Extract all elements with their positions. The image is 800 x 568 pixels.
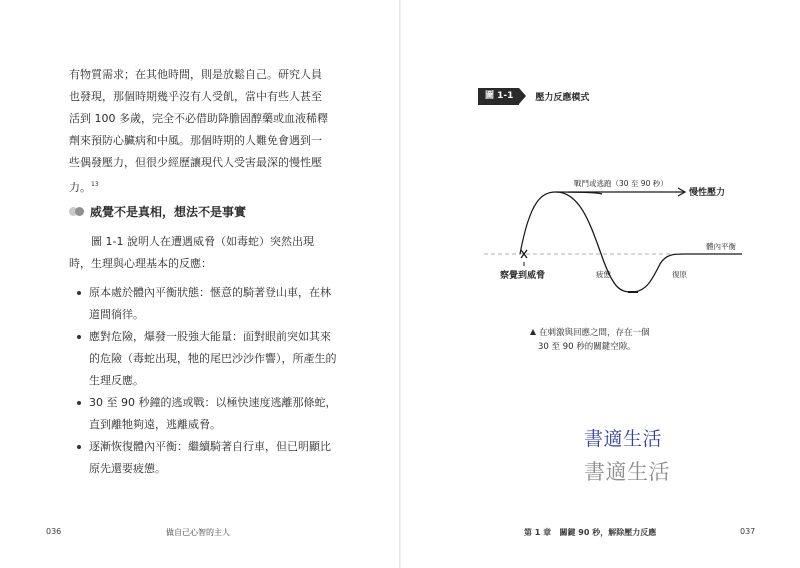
section-heading	[69, 203, 246, 220]
left-page	[0, 0, 399, 568]
page-number: 037	[740, 527, 756, 536]
recovery-label: 復原	[672, 270, 687, 279]
fatigue-label: 疲憊	[596, 270, 611, 279]
bullet-dots-icon	[69, 207, 84, 216]
fight-flight-label: 戰鬥或逃跑（30 至 90 秒）	[574, 179, 668, 188]
chronic-stress-label: 慢性壓力	[689, 188, 726, 198]
chapter-label: 第 1 章	[524, 528, 552, 537]
figure-caption	[530, 326, 680, 354]
running-title: 做自己心智的主人	[166, 528, 230, 537]
triangle-icon	[530, 329, 536, 335]
paragraph-text: 有物質需求；在其他時間，則是放鬆自己。研究人員也發現，那個時期幾乎沒有人受飢，當中有些人甚至活到 100 多歲，完全不必借助降膽固醇藥或血液稀釋劑來預防心臟病和中風。那個時期的人難免會遇到一些偶發壓力，但很少經歷讓現代人受害最深的慢性壓力。	[69, 68, 328, 194]
body-paragraph	[69, 64, 331, 199]
list-item: 原本處於體內平衡狀態：愜意的騎著登山車，在林道間徜徉。	[89, 282, 337, 326]
figure-title: 壓力反應模式	[535, 93, 590, 103]
list-item: 30 至 90 秒鐘的逃或戰：以極快速度逃離那條蛇，直到離牠夠遠，逃離威脅。	[89, 392, 337, 436]
caption-line-2: 30 至 90 秒的關鍵空隙。	[538, 342, 636, 352]
section-title: 威覺不是真相，想法不是事實	[90, 205, 247, 219]
running-chapter	[524, 527, 656, 538]
detect-threat-label: 察覺到威脅	[500, 271, 546, 281]
bullet-list	[89, 282, 337, 480]
page-number: 036	[46, 527, 62, 536]
watermark-blue: 書適生活	[584, 428, 663, 450]
homeostasis-label: 體內平衡	[706, 242, 736, 251]
list-item: 應對危險，爆發一股強大能量：面對眼前突如其來的危險（毒蛇出現，牠的尾巴沙沙作響），所產生的生理反應。	[89, 326, 337, 392]
figure-heading	[478, 88, 589, 105]
watermark-gray: 書適生活	[584, 460, 670, 484]
figure-tag: 圖 1-1	[478, 88, 519, 105]
list-item: 逐漸恢復體內平衡：繼續騎著自行車，但已明顯比原先還要疲憊。	[89, 436, 337, 480]
footnote-mark: 13	[91, 181, 99, 188]
intro-paragraph: 圖 1-1 說明人在遭遇威脅（如毒蛇）突然出現時，生理與心理基本的反應：	[69, 235, 314, 270]
caption-line-1: 在刺激與回應之間，存在一個	[539, 328, 650, 338]
chapter-title: 關鍵 90 秒，解除壓力反應	[559, 528, 657, 537]
stress-response-diagram	[470, 170, 760, 300]
